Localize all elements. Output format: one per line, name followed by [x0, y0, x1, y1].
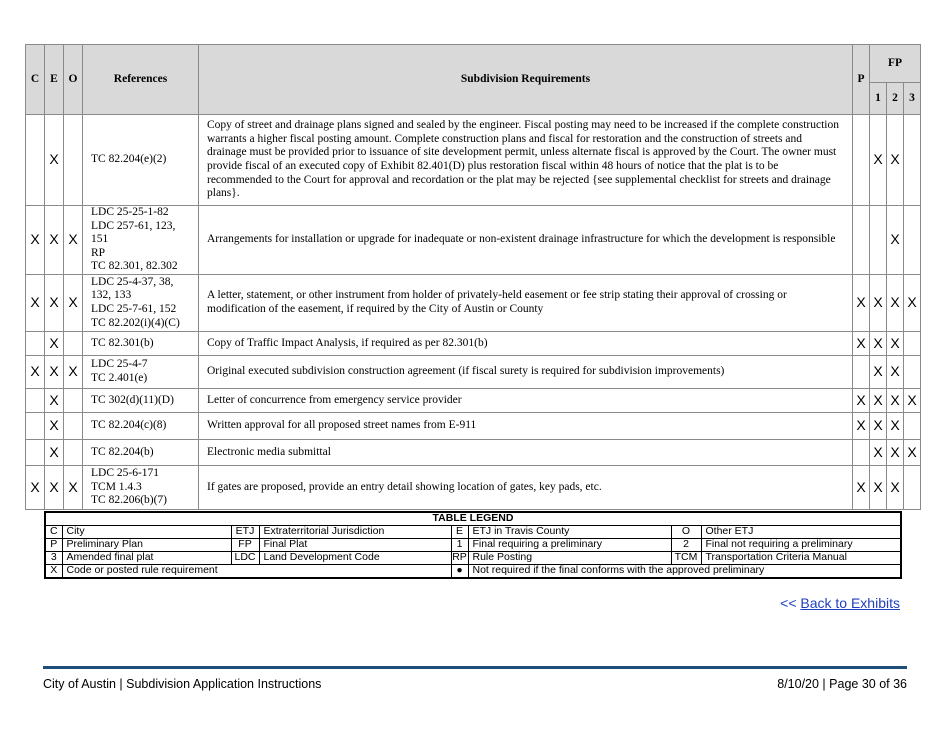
col-header-c: C	[26, 45, 45, 115]
mark-e: X	[45, 206, 64, 275]
mark-e: X	[45, 413, 64, 440]
table-row	[26, 332, 921, 356]
reference-cell: TC 82.204(e)(2)	[83, 115, 199, 206]
legend-code: TCM	[671, 552, 701, 565]
requirement-text: Copy of street and drainage plans signed and sealed by the engineer. Fiscal posting may need to be increased if the complete construction warrants a higher fiscal posting amount. Complete construction plans and fiscal for restoration and the construction of streets and drainage must be provided prior to issuance of site development permit, unless alternate fiscal is approved by the Court. The owner must provide fiscal of an executed copy of Exhibit 82.401(D) plus restoration fiscal within 48 hours of notice that the plat is to be recommended to the Court for approval and recordation or the plat may be rejected {see supplemental checklist for streets and drainage plans}.	[199, 115, 853, 206]
mark-p	[852, 440, 869, 466]
requirement-text: Arrangements for installation or upgrade for inadequate or non-existent drainage infrastructure for which the development is responsible	[199, 206, 853, 275]
mark-c	[26, 440, 45, 466]
col-header-fp2: 2	[886, 83, 903, 115]
mark-p: X	[852, 389, 869, 413]
legend-desc: Extraterritorial Jurisdiction	[259, 526, 451, 539]
legend-code: LDC	[231, 552, 259, 565]
mark-o	[64, 413, 83, 440]
footer-right: 8/10/20 | Page 30 of 36	[777, 677, 907, 691]
mark-fp3: X	[903, 275, 920, 332]
mark-c: X	[26, 206, 45, 275]
legend-code: ETJ	[231, 526, 259, 539]
mark-o: X	[64, 356, 83, 389]
mark-c	[26, 389, 45, 413]
legend-row	[45, 539, 901, 552]
mark-fp1: X	[869, 115, 886, 206]
reference-cell: TC 82.301(b)	[83, 332, 199, 356]
legend-body	[45, 526, 901, 565]
requirements-body	[26, 115, 921, 510]
legend-desc: Final not requiring a preliminary	[701, 539, 901, 552]
col-header-e: E	[45, 45, 64, 115]
table-row	[26, 389, 921, 413]
col-header-references: References	[83, 45, 199, 115]
footer-rule	[43, 666, 907, 669]
mark-fp1: X	[869, 440, 886, 466]
col-header-fp3: 3	[903, 83, 920, 115]
mark-fp1: X	[869, 466, 886, 510]
mark-c	[26, 413, 45, 440]
table-row	[26, 206, 921, 275]
legend-title: TABLE LEGEND	[45, 512, 901, 526]
reference-cell: LDC 25-4-37, 38, 132, 133 LDC 25-7-61, 152 TC 82.202(i)(4)(C)	[83, 275, 199, 332]
legend-code: RP	[452, 551, 467, 564]
mark-c	[26, 332, 45, 356]
mark-fp1: X	[869, 356, 886, 389]
mark-e: X	[45, 332, 64, 356]
mark-p: X	[852, 413, 869, 440]
mark-fp3	[903, 115, 920, 206]
mark-fp1: X	[869, 413, 886, 440]
legend-desc: Other ETJ	[701, 526, 901, 539]
mark-fp3	[903, 332, 920, 356]
mark-e: X	[45, 440, 64, 466]
reference-cell: LDC 25-6-171 TCM 1.4.3 TC 82.206(b)(7)	[83, 466, 199, 510]
mark-o	[64, 389, 83, 413]
mark-fp3	[903, 413, 920, 440]
reference-cell: TC 82.204(c)(8)	[83, 413, 199, 440]
legend-code: X	[45, 565, 62, 579]
mark-fp2: X	[886, 466, 903, 510]
mark-c: X	[26, 466, 45, 510]
mark-e: X	[45, 356, 64, 389]
mark-o: X	[64, 206, 83, 275]
mark-fp2: X	[886, 275, 903, 332]
table-row	[26, 115, 921, 206]
mark-fp1	[869, 206, 886, 275]
table-row	[26, 275, 921, 332]
back-nav	[780, 595, 900, 611]
mark-fp1: X	[869, 275, 886, 332]
mark-fp2: X	[886, 206, 903, 275]
table-legend	[44, 511, 902, 579]
mark-fp2: X	[886, 115, 903, 206]
mark-p	[852, 115, 869, 206]
mark-fp3	[903, 356, 920, 389]
col-header-p: P	[852, 45, 869, 115]
mark-fp3	[903, 206, 920, 275]
legend-desc: Amended final plat	[62, 552, 231, 565]
legend-code: FP	[231, 539, 259, 552]
mark-e: X	[45, 389, 64, 413]
legend-code: E	[451, 526, 468, 539]
legend-code: ●	[451, 565, 468, 579]
requirement-text: Written approval for all proposed street names from E-911	[199, 413, 853, 440]
mark-fp3: X	[903, 389, 920, 413]
col-header-fp1: 1	[869, 83, 886, 115]
legend-desc: ETJ in Travis County	[468, 526, 671, 539]
mark-p: X	[852, 275, 869, 332]
mark-o	[64, 440, 83, 466]
requirement-text: Letter of concurrence from emergency service provider	[199, 389, 853, 413]
reference-cell: LDC 25-4-7 TC 2.401(e)	[83, 356, 199, 389]
requirement-text: A letter, statement, or other instrument from holder of privately-held easement or fee strip stating their approval of crossing or modification of the easement, if required by the City of Austin or County	[199, 275, 853, 332]
legend-desc: Rule Posting	[468, 552, 671, 565]
mark-o	[64, 115, 83, 206]
legend-code: 1	[451, 539, 468, 552]
mark-c: X	[26, 356, 45, 389]
legend-desc: Code or posted rule requirement	[62, 565, 451, 579]
mark-e: X	[45, 275, 64, 332]
legend-desc: Land Development Code	[259, 552, 451, 565]
mark-fp3: X	[903, 440, 920, 466]
mark-o: X	[64, 275, 83, 332]
legend-desc: Transportation Criteria Manual	[701, 552, 901, 565]
legend-row	[45, 526, 901, 539]
legend-code: 2	[671, 539, 701, 552]
legend-code: C	[45, 526, 62, 539]
mark-fp2: X	[886, 413, 903, 440]
requirements-table	[25, 44, 921, 510]
mark-fp2: X	[886, 332, 903, 356]
legend-desc: City	[62, 526, 231, 539]
table-row	[26, 466, 921, 510]
legend-desc: Final requiring a preliminary	[468, 539, 671, 552]
mark-o	[64, 332, 83, 356]
requirement-text: Electronic media submittal	[199, 440, 853, 466]
mark-p	[852, 356, 869, 389]
mark-fp3	[903, 466, 920, 510]
legend-desc: Final Plat	[259, 539, 451, 552]
mark-fp2: X	[886, 440, 903, 466]
mark-c	[26, 115, 45, 206]
mark-fp1: X	[869, 332, 886, 356]
legend-desc: Not required if the final conforms with the approved preliminary	[468, 565, 901, 579]
requirement-text: If gates are proposed, provide an entry detail showing location of gates, key pads, etc.	[199, 466, 853, 510]
col-header-fp: FP	[869, 45, 920, 83]
table-row	[26, 356, 921, 389]
back-prefix: <<	[780, 595, 801, 611]
mark-p: X	[852, 332, 869, 356]
mark-fp2: X	[886, 389, 903, 413]
mark-fp1: X	[869, 389, 886, 413]
table-row	[26, 413, 921, 440]
footer-left: City of Austin | Subdivision Application Instructions	[43, 677, 322, 691]
table-row	[26, 440, 921, 466]
mark-p: X	[852, 466, 869, 510]
legend-desc: Preliminary Plan	[62, 539, 231, 552]
legend-code: 3	[45, 552, 62, 565]
back-to-exhibits-link[interactable]: Back to Exhibits	[800, 595, 900, 611]
legend-row	[45, 552, 901, 565]
reference-cell: LDC 25-25-1-82 LDC 257-61, 123, 151 RP TC 82.301, 82.302	[83, 206, 199, 275]
legend-row	[45, 565, 901, 579]
col-header-requirements: Subdivision Requirements	[199, 45, 853, 115]
legend-code: O	[671, 526, 701, 539]
mark-fp2: X	[886, 356, 903, 389]
requirement-text: Copy of Traffic Impact Analysis, if required as per 82.301(b)	[199, 332, 853, 356]
mark-o: X	[64, 466, 83, 510]
mark-e: X	[45, 115, 64, 206]
legend-code: P	[45, 539, 62, 552]
mark-e: X	[45, 466, 64, 510]
reference-cell: TC 302(d)(11)(D)	[83, 389, 199, 413]
col-header-o: O	[64, 45, 83, 115]
mark-c: X	[26, 275, 45, 332]
reference-cell: TC 82.204(b)	[83, 440, 199, 466]
requirement-text: Original executed subdivision construction agreement (if fiscal surety is required for subdivision improvements)	[199, 356, 853, 389]
mark-p	[852, 206, 869, 275]
